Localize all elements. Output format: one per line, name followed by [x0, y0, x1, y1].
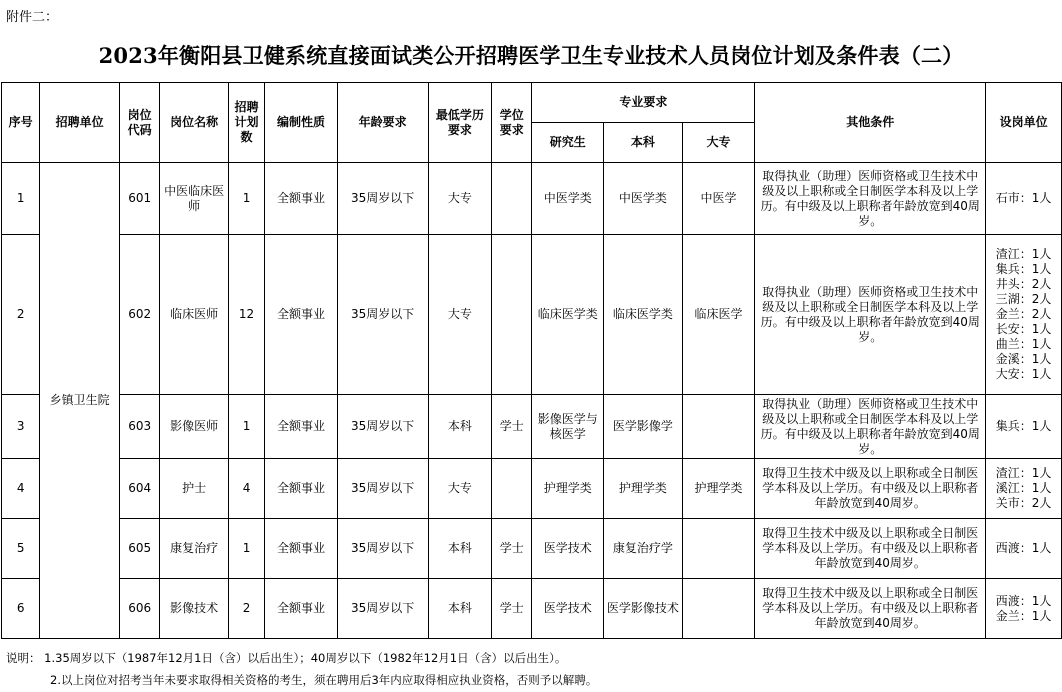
post-entry: 集兵：1人 — [995, 419, 1052, 433]
row-major-bachelor: 医学影像学 — [604, 395, 683, 459]
row-major-grad: 护理学类 — [532, 459, 604, 519]
post-entry: 石市：1人 — [995, 191, 1052, 205]
header-staffing: 编制性质 — [265, 83, 338, 163]
row-other-conditions: 取得卫生技术中级及以上职称或全日制医学本科及以上学历。有中级及以上职称者年龄放宽到40周岁。 — [755, 579, 986, 639]
row-count: 2 — [228, 579, 264, 639]
row-major-college: 护理学类 — [682, 459, 755, 519]
row-degree — [492, 235, 532, 395]
attachment-label: 附件二： — [6, 10, 59, 25]
header-unit: 招聘单位 — [40, 83, 120, 163]
row-position: 临床医师 — [160, 235, 229, 395]
row-degree: 学士 — [492, 579, 532, 639]
row-seq: 6 — [2, 579, 40, 639]
row-education: 本科 — [428, 519, 492, 579]
post-entry: 溪江：1人 — [995, 481, 1052, 495]
row-major-college — [682, 395, 755, 459]
post-entry: 金兰：1人 — [995, 608, 1052, 623]
row-seq: 4 — [2, 459, 40, 519]
row-degree — [492, 459, 532, 519]
header-major-bachelor: 本科 — [604, 123, 683, 163]
row-major-college — [682, 579, 755, 639]
header-code: 岗位代码 — [119, 83, 159, 163]
row-degree: 学士 — [492, 395, 532, 459]
row-position: 康复治疗 — [160, 519, 229, 579]
row-major-bachelor: 临床医学类 — [604, 235, 683, 395]
post-entry: 长安：1人 — [995, 322, 1052, 336]
row-posts — [986, 235, 1062, 395]
row-count: 1 — [228, 395, 264, 459]
row-major-college: 临床医学 — [682, 235, 755, 395]
header-posts: 设岗单位 — [986, 83, 1062, 163]
table-row — [2, 235, 1062, 395]
row-education: 本科 — [428, 395, 492, 459]
row-seq: 2 — [2, 235, 40, 395]
row-education: 本科 — [428, 579, 492, 639]
post-entry: 金溪：1人 — [995, 352, 1052, 366]
row-posts — [986, 459, 1062, 519]
row-education: 大专 — [428, 163, 492, 235]
row-major-college: 中医学 — [682, 163, 755, 235]
row-major-bachelor: 康复治疗学 — [604, 519, 683, 579]
post-entry: 金兰：2人 — [995, 307, 1052, 321]
row-staffing: 全额事业 — [265, 395, 338, 459]
row-code: 606 — [119, 579, 159, 639]
header-other: 其他条件 — [755, 83, 986, 163]
header-education: 最低学历要求 — [428, 83, 492, 163]
row-major-college — [682, 519, 755, 579]
header-seq: 序号 — [2, 83, 40, 163]
row-other-conditions: 取得执业（助理）医师资格或卫生技术中级及以上职称或全日制医学本科及以上学历。有中级及以上职称者年龄放宽到40周岁。 — [755, 235, 986, 395]
row-age: 35周岁以下 — [337, 163, 428, 235]
post-entry: 关市：2人 — [995, 496, 1052, 510]
note-line-1 — [6, 647, 597, 669]
row-staffing: 全额事业 — [265, 235, 338, 395]
post-entry: 大安：1人 — [995, 367, 1052, 381]
header-major-college: 大专 — [682, 123, 755, 163]
header-count: 招聘计划数 — [228, 83, 264, 163]
post-entry: 西渡：1人 — [995, 541, 1052, 555]
row-age: 35周岁以下 — [337, 519, 428, 579]
row-age: 35周岁以下 — [337, 395, 428, 459]
row-code: 604 — [119, 459, 159, 519]
row-major-grad: 中医学类 — [532, 163, 604, 235]
row-age: 35周岁以下 — [337, 579, 428, 639]
recruiting-unit: 乡镇卫生院 — [40, 163, 120, 639]
row-other-conditions: 取得执业（助理）医师资格或卫生技术中级及以上职称或全日制医学本科及以上学历。有中级及以上职称者年龄放宽到40周岁。 — [755, 395, 986, 459]
row-degree: 学士 — [492, 519, 532, 579]
row-position: 中医临床医师 — [160, 163, 229, 235]
row-major-grad: 医学技术 — [532, 519, 604, 579]
post-entry: 三湖：2人 — [995, 292, 1052, 306]
row-education: 大专 — [428, 235, 492, 395]
row-posts — [986, 395, 1062, 459]
notes — [6, 647, 597, 691]
header-major-grad: 研究生 — [532, 123, 604, 163]
post-entry: 井头：2人 — [995, 277, 1052, 291]
row-other-conditions: 取得卫生技术中级及以上职称或全日制医学本科及以上学历。有中级及以上职称者年龄放宽到40周岁。 — [755, 459, 986, 519]
notes-label: 说明： — [6, 651, 41, 665]
table-row — [2, 579, 1062, 639]
row-count: 12 — [228, 235, 264, 395]
row-position: 影像医师 — [160, 395, 229, 459]
table-row — [2, 459, 1062, 519]
row-age: 35周岁以下 — [337, 459, 428, 519]
recruitment-table — [1, 82, 1062, 639]
row-major-bachelor: 中医学类 — [604, 163, 683, 235]
row-major-bachelor: 医学影像技术 — [604, 579, 683, 639]
header-degree: 学位要求 — [492, 83, 532, 163]
post-entry: 曲兰：1人 — [995, 337, 1052, 351]
page-title: 2023年衡阳县卫健系统直接面试类公开招聘医学卫生专业技术人员岗位计划及条件表（二） — [98, 43, 964, 68]
row-age: 35周岁以下 — [337, 235, 428, 395]
header-position: 岗位名称 — [160, 83, 229, 163]
row-seq: 1 — [2, 163, 40, 235]
post-entry: 渣江：1人 — [995, 466, 1052, 480]
row-major-grad: 医学技术 — [532, 579, 604, 639]
row-staffing: 全额事业 — [265, 163, 338, 235]
row-position: 影像技术 — [160, 579, 229, 639]
row-major-bachelor: 护理学类 — [604, 459, 683, 519]
row-education: 大专 — [428, 459, 492, 519]
row-posts — [986, 519, 1062, 579]
note-line-2: 2.以上岗位对招考当年未要求取得相关资格的考生，须在聘用后3年内应取得相应执业资格，否则予以解聘。 — [50, 673, 598, 687]
row-major-grad: 影像医学与核医学 — [532, 395, 604, 459]
row-seq: 5 — [2, 519, 40, 579]
row-major-grad: 临床医学类 — [532, 235, 604, 395]
header-age: 年龄要求 — [337, 83, 428, 163]
row-posts — [986, 163, 1062, 235]
row-other-conditions: 取得卫生技术中级及以上职称或全日制医学本科及以上学历。有中级及以上职称者年龄放宽到40周岁。 — [755, 519, 986, 579]
row-code: 602 — [119, 235, 159, 395]
row-seq: 3 — [2, 395, 40, 459]
row-other-conditions: 取得执业（助理）医师资格或卫生技术中级及以上职称或全日制医学本科及以上学历。有中级及以上职称者年龄放宽到40周岁。 — [755, 163, 986, 235]
table-row — [2, 519, 1062, 579]
post-entry: 集兵：1人 — [995, 262, 1052, 276]
table-row — [2, 395, 1062, 459]
row-code: 603 — [119, 395, 159, 459]
row-staffing: 全额事业 — [265, 519, 338, 579]
row-degree — [492, 163, 532, 235]
row-staffing: 全额事业 — [265, 459, 338, 519]
row-posts — [986, 579, 1062, 639]
post-entry: 渣江：1人 — [995, 247, 1052, 261]
row-position: 护士 — [160, 459, 229, 519]
note-text-1: 1.35周岁以下（1987年12月1日（含）以后出生）；40周岁以下（1982年12月1日（含）以后出生）。 — [44, 651, 567, 665]
row-code: 605 — [119, 519, 159, 579]
row-count: 1 — [228, 519, 264, 579]
row-count: 4 — [228, 459, 264, 519]
post-entry: 西渡：1人 — [995, 593, 1052, 608]
header-major: 专业要求 — [532, 83, 755, 123]
row-code: 601 — [119, 163, 159, 235]
row-count: 1 — [228, 163, 264, 235]
table-row — [2, 163, 1062, 235]
row-staffing: 全额事业 — [265, 579, 338, 639]
